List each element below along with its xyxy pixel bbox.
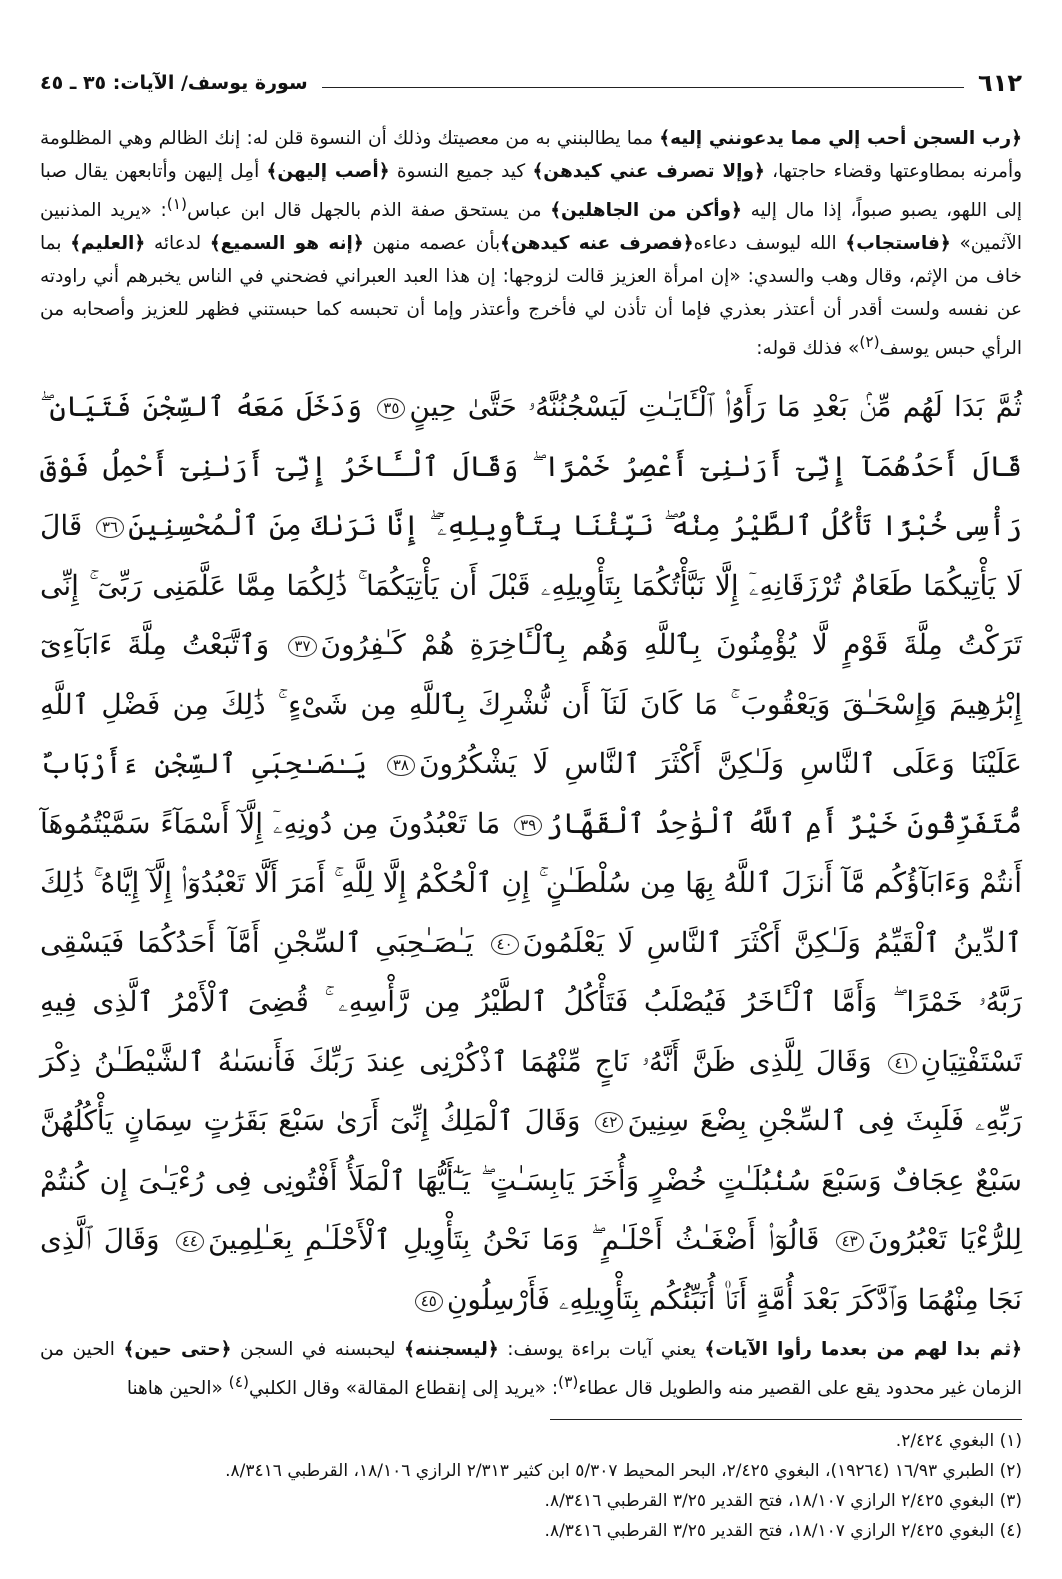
footnotes — [40, 1426, 1022, 1546]
quote: ﴿حتى حين﴾ — [123, 1339, 232, 1361]
commentary-paragraph — [40, 1333, 1022, 1405]
verse-39: يَـٰصَـٰحِبَىِ ٱلسِّجْنِ ءَأَرْبَابٌ مُّتَفَرِّقُونَ خَيْرٌ أَمِ ٱللَّهُ ٱلْوَٰحِدُ ٱلْقَهَّارُ — [40, 747, 1022, 840]
tafsir-paragraph — [40, 122, 1022, 365]
verse-45: وَقَالَ ٱلَّذِى نَجَا مِنْهُمَا وَٱدَّكَرَ بَعْدَ أُمَّةٍ أَنَا۠ أُنَبِّئُكُم بِتَأْوِيلِهِۦ فَأَرْسِلُونِ — [40, 1223, 1022, 1316]
text: : «يريد المذنبين الآثمين» — [40, 200, 1022, 255]
ayah-number-marker: ٣٥ — [377, 398, 405, 419]
footnote-2: (٢) الطبري ١٦/٩٣ (١٩٢٦٤)، البغوي ٢/٤٢٥، البحر المحيط ٥/٣٠٧ ابن كثير ٢/٣١٣ الرازي ١٨/١٠٦، القرطبي ٨/٣٤١٦. — [225, 1461, 1022, 1482]
quote: ﴿أصب إليهن﴾ — [266, 161, 390, 182]
verse-41: يَـٰصَـٰحِبَىِ ٱلسِّجْنِ أَمَّآ أَحَدُكُمَا فَيَسْقِى رَبَّهُۥ خَمْرًا ۖ وَأَمَّا ٱلْـَٔاخَرُ فَيُصْلَبُ فَتَأْكُلُ ٱلطَّيْرُ مِن رَّأْسِهِۦ ۚ قُضِىَ ٱلْأَمْرُ ٱلَّذِى فِيهِ تَسْتَفْتِيَانِ — [40, 925, 1022, 1078]
quote: ﴿رب السجن أحب إلي مما يدعونني إليه﴾ — [659, 128, 1023, 149]
ayah-number-marker: ٣٨ — [387, 755, 415, 776]
quote: ﴿فصرف عنه كيدهن﴾ — [500, 233, 694, 255]
running-title: سورة يوسف/ الآيات: ٣٥ ـ ٤٥ — [40, 72, 308, 94]
text: «الحين هاهنا — [126, 1378, 229, 1400]
verse-40: مَا تَعْبُدُونَ مِن دُونِهِۦٓ إِلَّآ أَسْمَآءً سَمَّيْتُمُوهَآ أَنتُمْ وَءَابَآؤُكُم مَّآ أَنزَلَ ٱللَّهُ بِهَا مِن سُلْطَـٰنٍ ۚ إِنِ ٱلْحُكْمُ إِلَّا لِلَّهِ ۚ أَمَرَ أَلَّا تَعْبُدُوٓا۟ إِلَّآ إِيَّاهُ ۚ ذَٰلِكَ ٱلدِّينُ ٱلْقَيِّمُ وَلَـٰكِنَّ أَكْثَرَ ٱلنَّاسِ لَا يَعْلَمُونَ — [40, 806, 1022, 959]
text: » فذلك قوله: — [756, 338, 860, 360]
footnote-ref: (٤) — [228, 1373, 249, 1392]
ayah-number-marker: ٣٩ — [514, 815, 542, 836]
verse-38: وَٱتَّبَعْتُ مِلَّةَ ءَابَآءِىٓ إِبْرَٰهِيمَ وَإِسْحَـٰقَ وَيَعْقُوبَ ۚ مَا كَانَ لَنَآ أَن نُّشْرِكَ بِٱللَّهِ مِن شَىْءٍ ۚ ذَٰلِكَ مِن فَضْلِ ٱللَّهِ عَلَيْنَا وَعَلَى ٱلنَّاسِ وَلَـٰكِنَّ أَكْثَرَ ٱلنَّاسِ لَا يَشْكُرُونَ — [40, 628, 1022, 781]
ayah-number-marker: ٤١ — [888, 1053, 916, 1074]
page-number: ٦١٢ — [978, 69, 1022, 97]
text: بأن عصمه منهن — [363, 233, 501, 255]
text: مما يطالبنني به من معصيتك وذلك أن النسوة قلن له: إنك الظالم وهي المظلومة وأمرنه بمطاوعتها وقضاء حاجتها، — [40, 128, 1023, 182]
ayah-number-marker: ٣٧ — [288, 636, 316, 657]
text: الله ليوسف دعاءه — [693, 233, 846, 255]
text: لدعائه — [145, 233, 210, 255]
footnote-ref: (١) — [166, 195, 188, 213]
footnote-ref: (٣) — [558, 1373, 579, 1392]
quote: ﴿وأكن من الجاهلين﴾ — [550, 200, 742, 222]
verse-43: وَقَالَ ٱلْمَلِكُ إِنِّىٓ أَرَىٰ سَبْعَ بَقَرَٰتٍ سِمَانٍ يَأْكُلُهُنَّ سَبْعٌ عِجَافٌ وَسَبْعَ سُنۢبُلَـٰتٍ خُضْرٍ وَأُخَرَ يَابِسَـٰتٍ ۖ يَـٰٓأَيُّهَا ٱلْمَلَأُ أَفْتُونِى فِى رُءْيَـٰىَ إِن كُنتُمْ لِلرُّءْيَا تَعْبُرُونَ — [40, 1104, 1022, 1257]
verse-35: ثُمَّ بَدَا لَهُم مِّنۢ بَعْدِ مَا رَأَوُا۟ ٱلْـَٔايَـٰتِ لَيَسْجُنُنَّهُۥ حَتَّىٰ حِينٍ — [409, 390, 1023, 424]
footnote-1: (١) البغوي ٢/٤٢٤. — [895, 1431, 1022, 1452]
book-page — [40, 62, 1022, 1562]
text: كيد جميع النسوة — [389, 161, 533, 182]
text: بما خاف من الإثم، وقال وهب والسدي: «إن امرأة العزيز قالت لزوجها: إن هذا العبد العبراني فضحني في الناس يخبرهم أني راودته عن نفسه ولست أقدر أن أعتذر بعذري فإما أن تأذن لي فأخرج وأعتذر وإما أن تحبسه كما حبستني فظهر للعزيز وأصحابه من الرأي حبس يوسف — [40, 233, 1022, 360]
ayah-number-marker: ٣٦ — [96, 517, 124, 538]
text: : «يريد إلى إنقطاع المقالة» وقال الكلبي — [248, 1378, 559, 1400]
ayah-number-marker: ٤٥ — [415, 1291, 443, 1312]
header-rule — [322, 87, 964, 88]
text: ليحبسنه في السجن — [231, 1339, 405, 1361]
footnote-3: (٣) البغوي ٢/٤٢٥ الرازي ١٨/١٠٧، فتح القدير ٣/٢٥ القرطبي ٨/٣٤١٦. — [544, 1491, 1022, 1512]
quote: ﴿إنه هو السميع﴾ — [209, 233, 364, 255]
footnote-ref: (٢) — [859, 333, 880, 352]
text: يعني آيات براءة يوسف: — [498, 1339, 705, 1361]
text: أمِل إليهن وأتابعهن يقال صبا إلى اللهو، يصبو صبواً، إذا مال إليه — [40, 161, 1023, 222]
text: من يستحق صفة الذم بالجهل قال ابن عباس — [187, 200, 551, 222]
quran-verses — [40, 377, 1022, 1329]
verse-44: قَالُوٓا۟ أَضْغَـٰثُ أَحْلَـٰمٍ ۖ وَمَا نَحْنُ بِتَأْوِيلِ ٱلْأَحْلَـٰمِ بِعَـٰلِمِينَ — [207, 1223, 820, 1257]
text: الحين من الزمان غير محدود يقع على القصير منه والطويل قال عطاء — [40, 1339, 1022, 1400]
quote: ﴿وإلا تصرف عني كيدهن﴾ — [532, 161, 765, 182]
ayah-number-marker: ٤٢ — [595, 1112, 623, 1133]
quote: ﴿فاستجاب﴾ — [845, 233, 951, 255]
verse-36: وَدَخَلَ مَعَهُ ٱلسِّجْنَ فَتَيَانِ ۖ قَالَ أَحَدُهُمَآ إِنِّىٓ أَرَىٰنِىٓ أَعْصِرُ خَمْرًا ۖ وَقَالَ ٱلْـَٔاخَرُ إِنِّىٓ أَرَىٰنِىٓ أَحْمِلُ فَوْقَ رَأْسِى خُبْزًا تَأْكُلُ ٱلطَّيْرُ مِنْهُ ۖ نَبِّئْنَا بِتَأْوِيلِهِۦٓ ۖ إِنَّا نَرَىٰكَ مِنَ ٱلْمُحْسِنِينَ — [40, 390, 1022, 543]
quote: ﴿ليسجننه﴾ — [404, 1339, 499, 1361]
verse-42: وَقَالَ لِلَّذِى ظَنَّ أَنَّهُۥ نَاجٍ مِّنْهُمَا ٱذْكُرْنِى عِندَ رَبِّكَ فَأَنسَىٰهُ ٱلشَّيْطَـٰنُ ذِكْرَ رَبِّهِۦ فَلَبِثَ فِى ٱلسِّجْنِ بِضْعَ سِنِينَ — [40, 1044, 1023, 1138]
ayah-number-marker: ٤٠ — [491, 934, 519, 955]
ayah-number-marker: ٤٤ — [176, 1231, 204, 1252]
page-header — [40, 62, 1022, 104]
ayah-number-marker: ٤٣ — [836, 1231, 864, 1252]
quote: ﴿ثم بدا لهم من بعدما رأوا الآيات﴾ — [704, 1339, 1023, 1361]
footnote-4: (٤) البغوي ٢/٤٢٥ الرازي ١٨/١٠٧، فتح القدير ٣/٢٥ القرطبي ٨/٣٤١٦. — [544, 1521, 1022, 1542]
footnote-separator — [550, 1419, 1022, 1420]
verse-37: قَالَ لَا يَأْتِيكُمَا طَعَامٌ تُرْزَقَانِهِۦٓ إِلَّا نَبَّأْتُكُمَا بِتَأْوِيلِهِۦ قَبْلَ أَن يَأْتِيَكُمَا ۚ ذَٰلِكُمَا مِمَّا عَلَّمَنِى رَبِّىٓ ۚ إِنِّى تَرَكْتُ مِلَّةَ قَوْمٍ لَّا يُؤْمِنُونَ بِٱللَّهِ وَهُم بِٱلْـَٔاخِرَةِ هُمْ كَـٰفِرُونَ — [40, 509, 1022, 662]
quote: ﴿العليم﴾ — [70, 233, 146, 255]
